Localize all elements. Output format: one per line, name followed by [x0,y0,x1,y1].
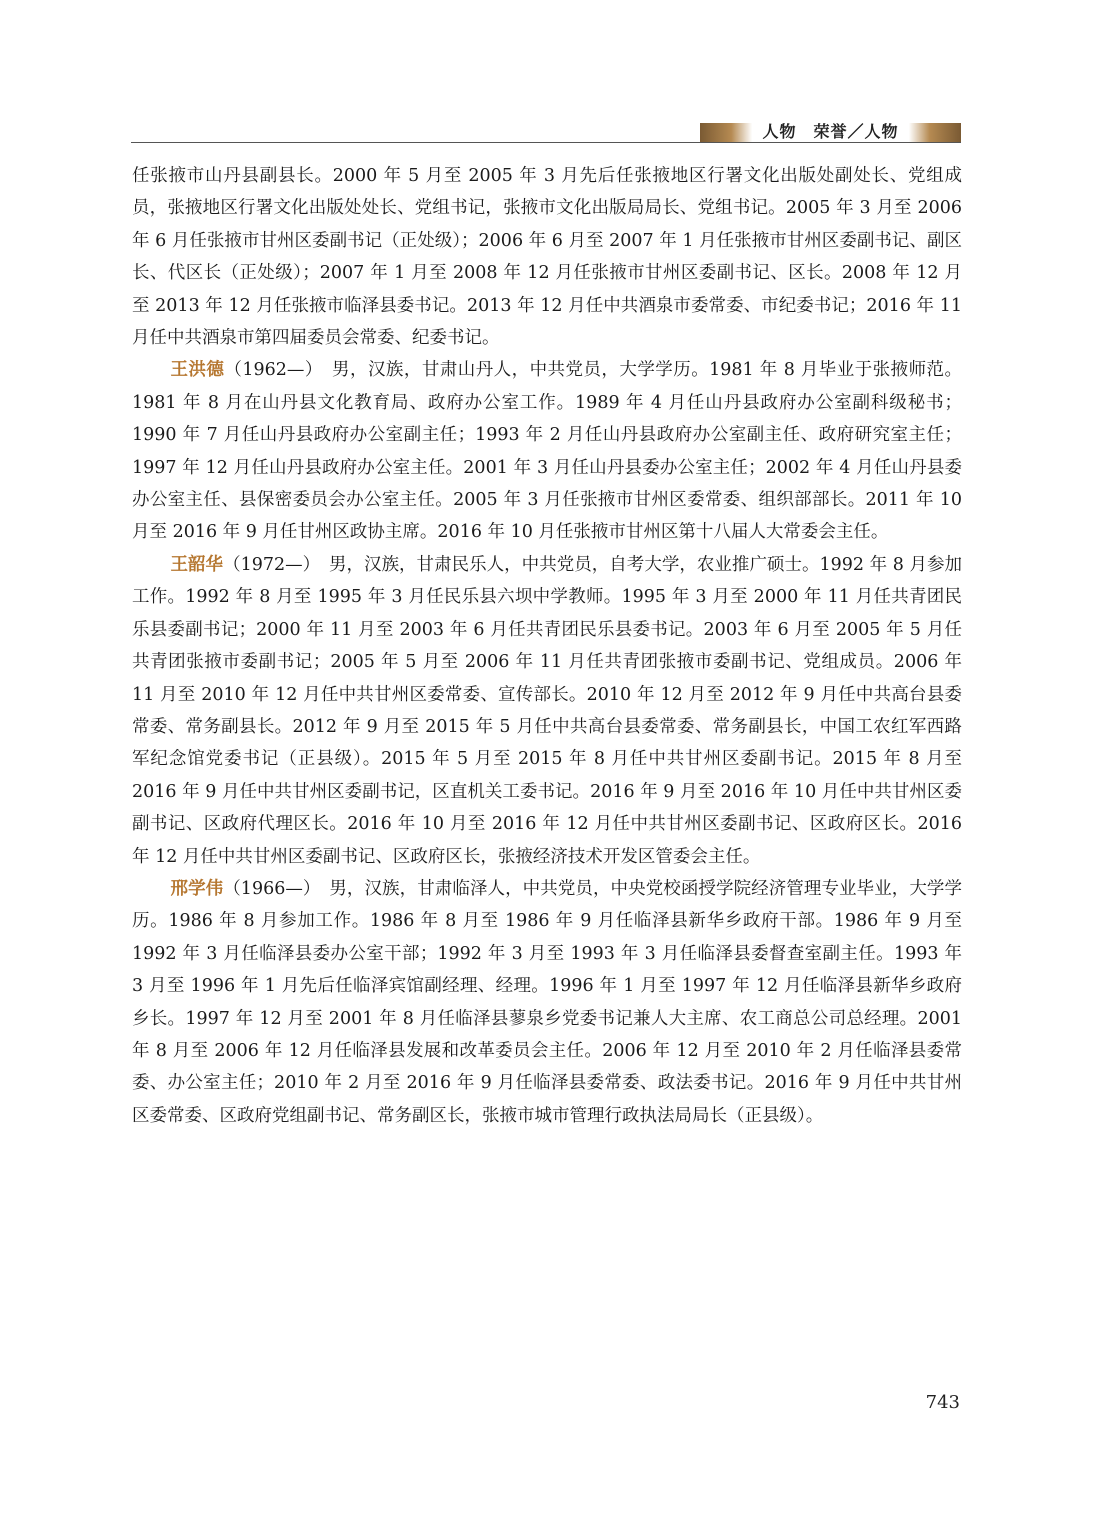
person-years: （1966—） [223,878,312,899]
biography-text: 男，汉族，甘肃山丹人，中共党员，大学学历。1981 年 8 月毕业于张掖师范。1981 年 8 月在山丹县文化教育局、政府办公室工作。1989 年 4 月任山丹县政府办公室副科级秘书；1990 年 7 月任山丹县政府办公室副主任；1993 年 2 月任山丹县政府办公室副主任、政府研究室主任；1997 年 12 月任山丹县政府办公室主任。2001 年 3 月任山丹县委办公室主任；2002 年 4 月任山丹县委办公室主任、县保密委员会办公室主任。2005 年 3 月任张掖市甘州区委常委、组织部部长。2011 年 10 月至 2016 年 9 月任甘州区政协主席。2016 年 10 月任张掖市甘州区第十八届人大常委会主任。 [132,360,963,543]
person-years: （1962—） [224,360,315,381]
person-name: 王洪德 [170,360,225,381]
biography-text: 男，汉族，甘肃民乐人，中共党员，自考大学，农业推广硕士。1992 年 8 月参加工作。1992 年 8 月至 1995 年 3 月任民乐县六坝中学教师。1995 年 3 月至 2000 年 11 月任共青团民乐县委副书记；2000 年 11 月至 2003 年 6 月任共青团民乐县委书记。2003 年 6 月至 2005 年 5 月任共青团张掖市委副书记；2005 年 5 月至 2006 年 11 月任共青团张掖市委副书记、党组成员。2006 年 11 月至 2010 年 12 月任中共甘州区委常委、宣传部长。2010 年 12 月至 2012 年 9 月任中共高台县委常委、常务副县长。2012 年 9 月至 2015 年 5 月任中共高台县委常委、常务副县长，中国工农红军西路军纪念馆党委书记（正县级）。2015 年 5 月至 2015 年 8 月任中共甘州区委副书记。2015 年 8 月至 2016 年 9 月任中共甘州区委副书记，区直机关工委书记。2016 年 9 月至 2016 年 10 月任中共甘州区委副书记、区政府代理区长。2016 年 10 月至 2016 年 12 月任中共甘州区委副书记、区政府区长。2016 年 12 月任中共甘州区委副书记、区政府区长，张掖经济技术开发区管委会主任。 [132,554,963,867]
header-rule [131,142,961,143]
person-name: 王韶华 [170,554,224,575]
biography-entry [132,873,962,1132]
biography-entry [132,354,962,548]
person-name: 邢学伟 [170,878,224,899]
section-title: 人物 荣誉／人物 [762,122,899,141]
biography-text: 男，汉族，甘肃临泽人，中共党员，中央党校函授学院经济管理专业毕业，大学学历。1986 年 8 月参加工作。1986 年 8 月至 1986 年 9 月任临泽县新华乡政府干部。1986 年 9 月至 1992 年 3 月任临泽县委办公室干部；1992 年 3 月至 1993 年 3 月任临泽县委督查室副主任。1993 年 3 月至 1996 年 1 月先后任临泽宾馆副经理、经理。1996 年 1 月至 1997 年 12 月任临泽县新华乡政府乡长。1997 年 12 月至 2001 年 8 月任临泽县蓼泉乡党委书记兼人大主席、农工商总公司总经理。2001 年 8 月至 2006 年 12 月任临泽县发展和改革委员会主任。2006 年 12 月至 2010 年 2 月任临泽县委常委、办公室主任；2010 年 2 月至 2016 年 9 月任临泽县委常委、政法委书记。2016 年 9 月任中共甘州区委常委、区政府党组副书记、常务副区长，张掖市城市管理行政执法局局长（正县级）。 [132,878,962,1126]
biography-entry [132,549,962,873]
continuation-paragraph: 任张掖市山丹县副县长。2000 年 5 月至 2005 年 3 月先后任张掖地区行署文化出版处副处长、党组成员，张掖地区行署文化出版处处长、党组书记，张掖市文化出版局局长、党组书记。2005 年 3 月至 2006 年 6 月任张掖市甘州区委副书记（正处级）；2006 年 6 月至 2007 年 1 月任张掖市甘州区委副书记、副区长、代区长（正处级）；2007 年 1 月至 2008 年 12 月任张掖市甘州区委副书记、区长。2008 年 12 月至 2013 年 12 月任张掖市临泽县委书记。2013 年 12 月任中共酒泉市委常委、市纪委书记；2016 年 11 月任中共酒泉市第四届委员会常委、纪委书记。 [132,166,962,349]
body-text [132,160,962,1132]
page-number: 743 [925,1392,960,1413]
person-years: （1972—） [223,554,312,575]
